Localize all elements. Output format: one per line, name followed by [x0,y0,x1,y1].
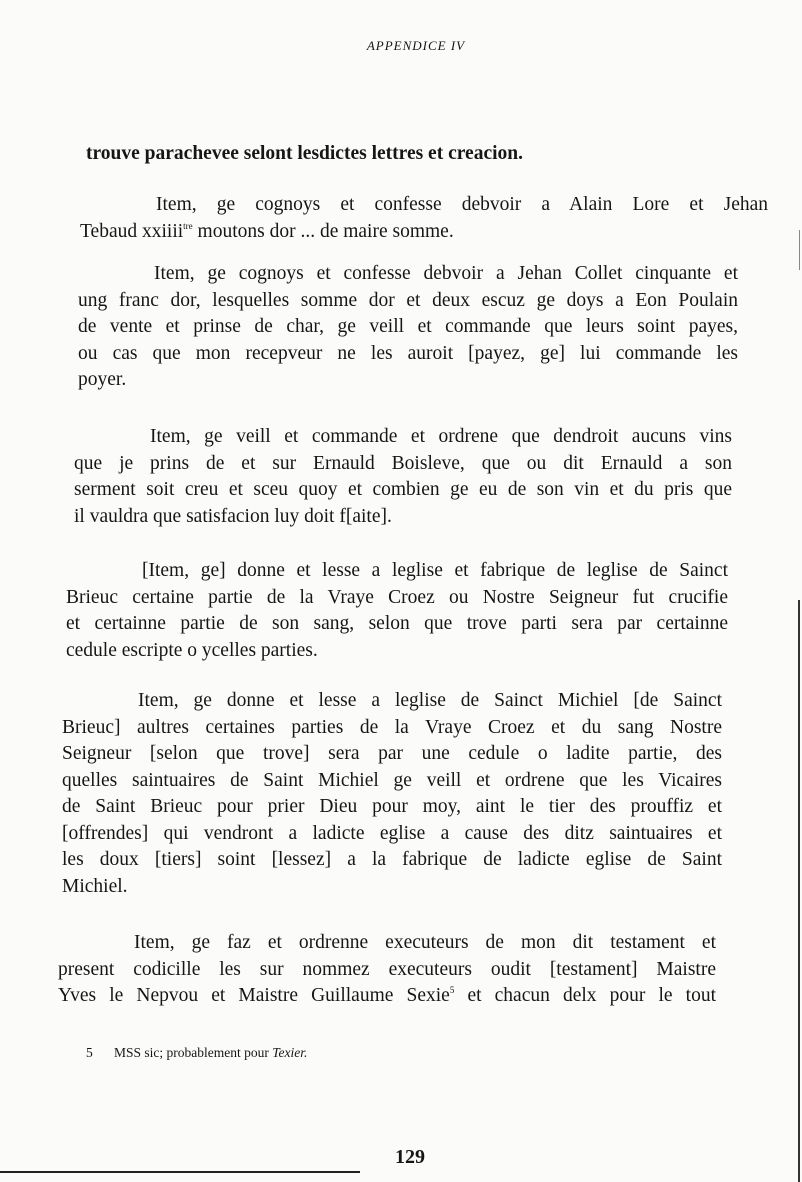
text-line: Michiel. [62,875,128,897]
text-span: moutons dor ... de maire somme. [192,220,454,242]
text-line: quelles saintuaires de Saint Michiel ge veill et ordrene que les Vicaires [62,769,722,791]
text-line: Item, ge faz et ordrenne executeurs de mon dit testament et [134,932,716,953]
text-line: [Item, ge] donne et lesse a leglise et fabrique de leglise de Sainct [142,560,728,581]
paragraph-item-eglise-saint-brieuc [66,558,728,664]
text-line: et certainne partie de son sang, selon que trove parti sera par certainne [66,613,728,634]
text-line: ou cas que mon recepveur ne les auroit [payez, ge] lui commande les [78,342,738,364]
text-line: [offrendes] qui vendront a ladicte eglise a cause des ditz saintuaires et [62,822,722,844]
running-head: APPENDICE IV [366,38,466,53]
text-line: il vauldra que satisfacion luy doit f[aite]. [74,505,392,527]
paragraph-item-saint-michiel [62,688,722,900]
footnote-number: 5 [86,1045,93,1060]
text-line: Item, ge veill et commande et ordrene que dendroit aucuns vins [150,426,732,447]
text-line: ung franc dor, lesquelles somme dor et deux escuz ge doys a Eon Poulain [78,289,738,311]
text-span: Yves le Nepvou et Maistre Guillaume Sexie [58,985,450,1006]
text-line: Brieuc] aultres certaines parties de la Vraye Croez et du sang Nostre [62,716,722,738]
text-line: serment soit creu et sceu quoy et combien ge eu de son vin et du pris que [74,479,732,500]
paragraph-item-jehan-collet [78,261,738,394]
text-line: cedule escripte o ycelles parties. [66,639,318,661]
paragraph-continuation [86,141,576,168]
text-line: de vente et prinse de char, ge veill et commande que leurs soint payes, [78,316,738,337]
paragraph-item-alain-lore [80,192,768,245]
footnote [86,1045,307,1061]
text-span: et chacun delx pour le tout [454,985,716,1006]
text-span: Tebaud xxiiii [80,220,184,242]
text-line: present codicille les sur nommez executeurs oudit [testament] Maistre [58,958,716,980]
footnote-reference: 5 [449,985,455,995]
text-line: Item, ge cognoys et confesse debvoir a Jehan Collet cinquante et [154,263,738,284]
footnote-italic: Texier. [272,1045,308,1060]
footnote-text: MSS sic; probablement pour [114,1045,273,1060]
text-line: Item, ge donne et lesse a leglise de Sainct Michiel [de Sainct [138,690,722,711]
scan-edge-bottom [0,1171,360,1173]
text-line: les doux [tiers] soint [lessez] a la fabrique de ladicte eglise de Saint [62,849,722,870]
scan-edge-right [798,600,800,1182]
paragraph-item-ernauld-boisleve [74,424,732,530]
text-line: poyer. [78,369,127,390]
text-line: Item, ge cognoys et confesse debvoir a Alain Lore et Jehan [156,194,768,215]
text-line: Seigneur [selon que trove] sera par une cedule o ladite partie, des [62,743,722,764]
text-line: Brieuc certaine partie de la Vraye Croez ou Nostre Seigneur fut crucifie [66,586,728,608]
paragraph-item-executeurs [58,930,716,1010]
text-line: trouve parachevee selont lesdictes lettres et creacion. [86,143,523,164]
text-line [58,983,716,1010]
superscript: tre [183,220,193,231]
text-line [80,219,768,246]
text-line: de Saint Brieuc pour prier Dieu pour moy, aint le tier des prouffiz et [62,796,722,817]
page-number: 129 [395,1146,425,1168]
scan-edge-right-mark [799,230,800,270]
text-line: que je prins de et sur Ernauld Boisleve, que ou dit Ernauld a son [74,452,732,474]
